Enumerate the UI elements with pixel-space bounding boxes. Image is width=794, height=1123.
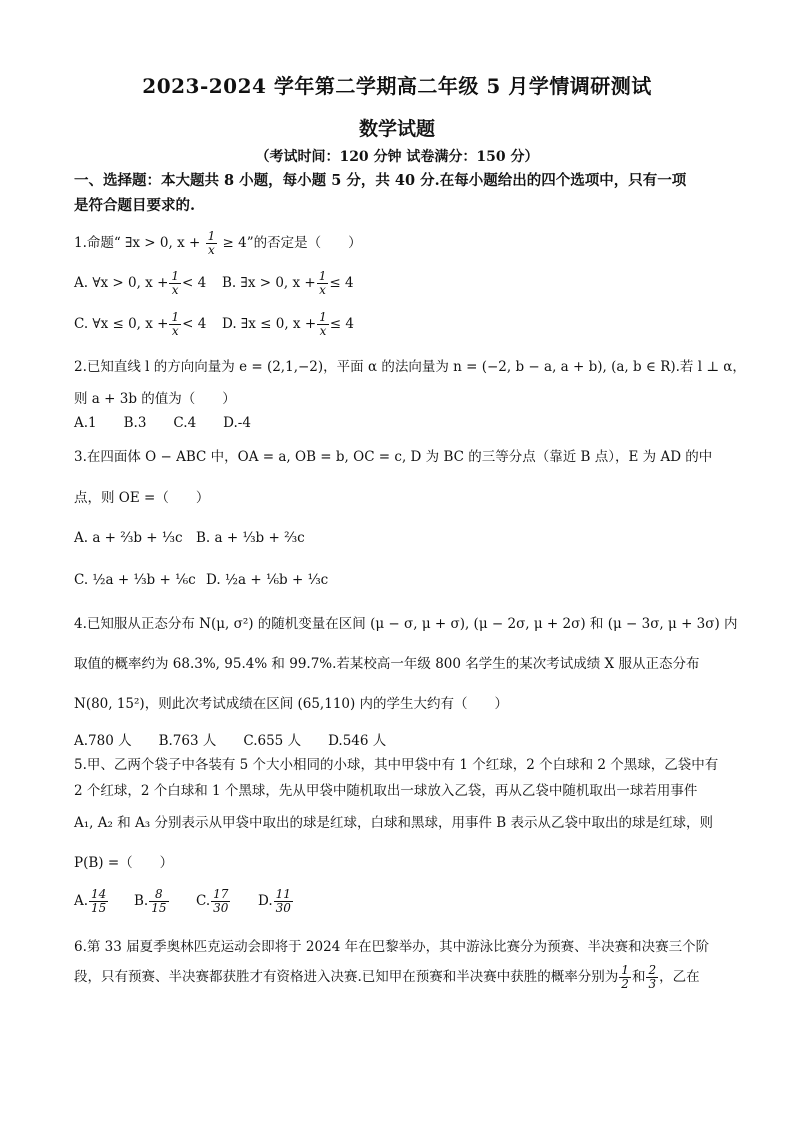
q1-option-d[interactable]: D. ∃x ≤ 0, x + $\frac{1}{x}$ ≤ 4 xyxy=(222,310,354,338)
q5-line2: 2 个红球，2 个白球和 1 个黑球，先从甲袋中随机取出一球放入乙袋，再从乙袋中随机取出一球若用事件 xyxy=(74,783,698,799)
q3-line2: 点，则 OE =（ ） xyxy=(74,490,210,506)
q5-line4: P(B) =（ ） xyxy=(74,855,174,871)
q5-option-c[interactable]: C. $\frac{17}{30}$ xyxy=(196,887,229,915)
q4-options[interactable]: A.780 人 B.763 人 C.655 人 D.546 人 xyxy=(74,733,387,749)
q4-line2: 取值的概率约为 68.3%, 95.4% 和 99.7%.若某校高一年级 800 名学生的某次考试成绩 X 服从正态分布 xyxy=(74,656,700,672)
q2-line1: 2.已知直线 l 的方向向量为 e = (2,1,−2)，平面 α 的法向量为 n = (−2, b − a, a + b), (a, b ∈ R).若 l ⊥ α， xyxy=(74,359,746,375)
q5-option-d[interactable]: D. $\frac{11}{30}$ xyxy=(258,887,291,915)
q2-line2: 则 a + 3b 的值为（ ） xyxy=(74,391,236,407)
exam-info: （考试时间：120 分钟 试卷满分：150 分） xyxy=(255,149,539,165)
q5-line1: 5.甲、乙两个袋子中各装有 5 个大小相同的小球，其中甲袋中有 1 个红球，2 个白球和 2 个黑球，乙袋中有 xyxy=(74,757,719,773)
subject-title: 数学试题 xyxy=(358,118,435,140)
q3-option-a[interactable]: A. a + ⅔b + ⅓c xyxy=(74,530,183,546)
q6-line2: 段，只有预赛、半决赛都获胜才有资格进入决赛.已知甲在预赛和半决赛中获胜的概率分别为 $\frac{1}{2}$ 和 $\frac{2}{3}$ ，乙在 xyxy=(74,963,700,991)
q1-option-c[interactable]: C. ∀x ≤ 0, x + $\frac{1}{x}$ < 4 xyxy=(74,310,207,338)
q3-line1: 3.在四面体 O − ABC 中，OA = a, OB = b, OC = c, D 为 BC 的三等分点（靠近 B 点），E 为 AD 的中 xyxy=(74,449,713,465)
q3-option-c[interactable]: C. ½a + ⅓b + ⅙c xyxy=(74,572,196,588)
exam-title: 2023-2024 学年第二学期高二年级 5 月学情调研测试 xyxy=(142,74,652,98)
q3-option-d[interactable]: D. ½a + ⅙b + ⅓c xyxy=(206,572,329,588)
q1-stem: 1.命题“ ∃x > 0, x + $\frac{1}{x}$ ≥ 4”的否定是（ ） xyxy=(74,229,362,257)
q4-line1: 4.已知服从正态分布 N(μ, σ²) 的随机变量在区间 (μ − σ, μ + σ), (μ − 2σ, μ + 2σ) 和 (μ − 3σ, μ + 3σ) 内 xyxy=(74,616,738,632)
q1-option-b[interactable]: B. ∃x > 0, x + $\frac{1}{x}$ ≤ 4 xyxy=(222,269,354,297)
q4-line3: N(80, 15²)，则此次考试成绩在区间 (65,110) 内的学生大约有（ ） xyxy=(74,696,509,712)
section-heading-line1: 一、选择题：本大题共 8 小题，每小题 5 分，共 40 分.在每小题给出的四个选项中，只有一项 xyxy=(74,172,687,189)
section-heading-line2: 是符合题目要求的. xyxy=(74,197,196,214)
q5-option-a[interactable]: A. $\frac{14}{15}$ xyxy=(74,887,107,915)
q3-option-b[interactable]: B. a + ⅓b + ⅔c xyxy=(196,530,305,546)
q2-options[interactable]: A.1 B.3 C.4 D.-4 xyxy=(74,415,251,431)
q1-fraction: $\frac{1}{x}$ xyxy=(207,229,216,257)
q6-line1: 6.第 33 届夏季奥林匹克运动会即将于 2024 年在巴黎举办，其中游泳比赛分为预赛、半决赛和决赛三个阶 xyxy=(74,939,710,955)
q5-option-b[interactable]: B. $\frac{8}{15}$ xyxy=(134,887,167,915)
q1-option-a[interactable]: A. ∀x > 0, x + $\frac{1}{x}$ < 4 xyxy=(74,269,207,297)
q5-line3: A₁, A₂ 和 A₃ 分别表示从甲袋中取出的球是红球，白球和黑球，用事件 B 表示从乙袋中取出的球是红球，则 xyxy=(74,815,713,831)
